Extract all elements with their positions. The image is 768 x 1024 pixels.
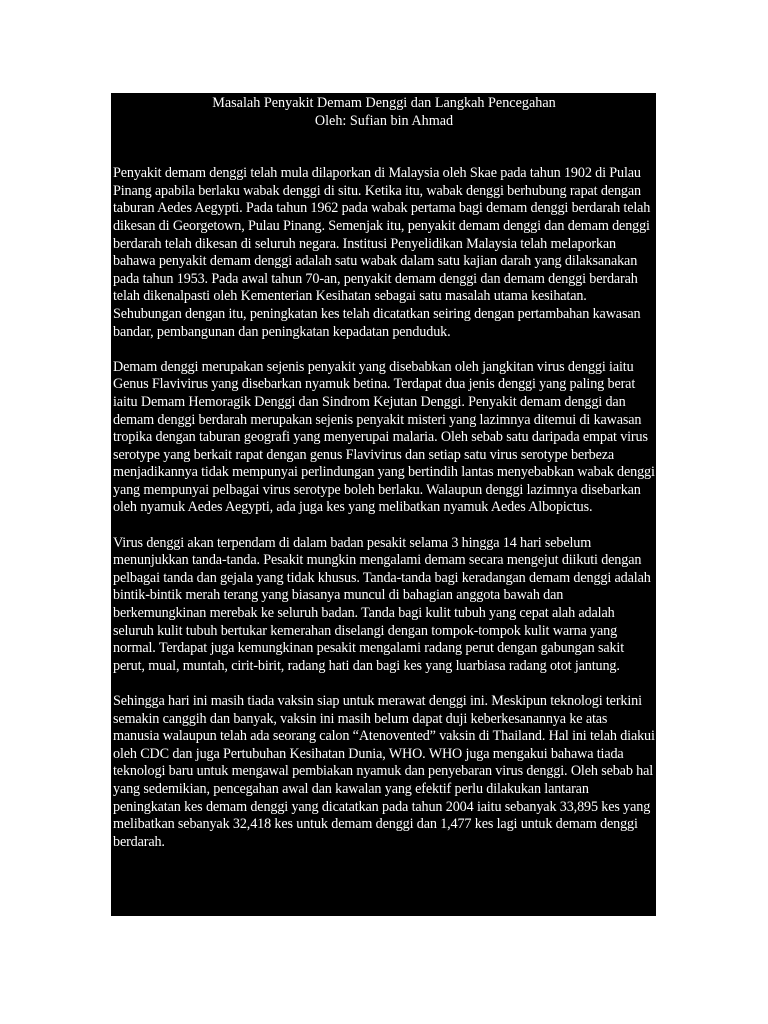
- paragraph-1: Penyakit demam denggi telah mula dilaporkan di Malaysia oleh Skae pada tahun 1902 di Pulau Pinang apabila berlaku wabak denggi di situ. Ketika itu, wabak denggi berhubung rapat dengan taburan Aedes Aegypti. Pada tahun 1962 pada wabak pertama bagi demam denggi berdarah telah dikesan di Georgetown, Pulau Pinang. Semenjak itu, penyakit demam denggi dan demam denggi berdarah telah dikesan di seluruh negara. Institusi Penyelidikan Malaysia telah melaporkan bahawa penyakit demam denggi adalah satu wabak dalam satu kajian darah yang dilaksanakan pada tahun 1953. Pada awal tahun 70-an, penyakit demam denggi dan demam denggi berdarah telah dikenalpasti oleh Kementerian Kesihatan sebagai satu masalah utama kesihatan. Sehubungan dengan itu, peningkatan kes telah dicatatkan seiring dengan pertambahan kawasan bandar, pembangunan dan peningkatan kepadatan penduduk.: [113, 165, 651, 340]
- paragraph-2: Demam denggi merupakan sejenis penyakit yang disebabkan oleh jangkitan virus denggi iaitu Genus Flavivirus yang disebarkan nyamuk betina. Terdapat dua jenis denggi yang paling berat iaitu Demam Hemoragik Denggi dan Sindrom Kejutan Denggi. Penyakit demam denggi dan demam denggi berdarah merupakan sejenis penyakit misteri yang lazimnya ditemui di kawasan tropika dengan taburan geografi yang menyerupai malaria. Oleh sebab satu daripada empat virus serotype yang berkait rapat dengan genus Flavivirus dan setiap satu virus serotype berbeza menjadikannya tidak mempunyai perlindungan yang bertindih lantas menyebabkan wabak denggi yang mempunyai pelbagai virus serotype boleh berlaku. Walaupun denggi lazimnya disebarkan oleh nyamuk Aedes Aegypti, ada juga kes yang melibatkan nyamuk Aedes Albopictus.: [113, 358, 655, 516]
- document-body: [113, 165, 655, 851]
- paragraph-4: Sehingga hari ini masih tiada vaksin siap untuk merawat denggi ini. Meskipun teknologi terkini semakin canggih dan banyak, vaksin ini masih belum dapat duji keberkesanannya ke atas manusia walaupun telah ada seorang calon “Atenovented” vaksin di Thailand. Hal ini telah diakui oleh CDC dan juga Pertubuhan Kesihatan Dunia, WHO. WHO juga mengakui bahawa tiada teknologi baru untuk mengawal pembiakan nyamuk dan penyebaran virus denggi. Oleh sebab hal yang sedemikian, pencegahan awal dan kawalan yang efektif perlu dilakukan lantaran peningkatan kes demam denggi yang dicatatkan pada tahun 2004 iaitu sebanyak 33,895 kes yang melibatkan sebanyak 32,418 kes untuk demam denggi dan 1,477 kes lagi untuk demam denggi berdarah.: [113, 693, 655, 850]
- author-line: Oleh: Sufian bin Ahmad: [314, 112, 454, 129]
- document-page: [111, 93, 656, 916]
- paragraph-3: Virus denggi akan terpendam di dalam badan pesakit selama 3 hingga 14 hari sebelum menunjukkan tanda-tanda. Pesakit mungkin mengalami demam secara mengejut diikuti dengan pelbagai tanda dan gejala yang tidak khusus. Tanda-tanda bagi keradangan demam denggi adalah bintik-bintik merah terang yang biasanya muncul di bahagian anggota bawah dan berkemungkinan merebak ke seluruh badan. Tanda bagi kulit tubuh yang cepat alah adalah seluruh kulit tubuh bertukar kemerahan diselangi dengan tompok-tompok kulit warna yang normal. Terdapat juga kemungkinan pesakit mengalami radang perut dengan gabungan sakit perut, mual, muntah, cirit-birit, radang hati dan bagi kes yang luarbiasa radang otot jantung.: [113, 534, 651, 674]
- header-spacer: [113, 130, 655, 165]
- document-title: Masalah Penyakit Demam Denggi dan Langkah Pencegahan: [212, 95, 556, 111]
- document-header: [113, 95, 655, 130]
